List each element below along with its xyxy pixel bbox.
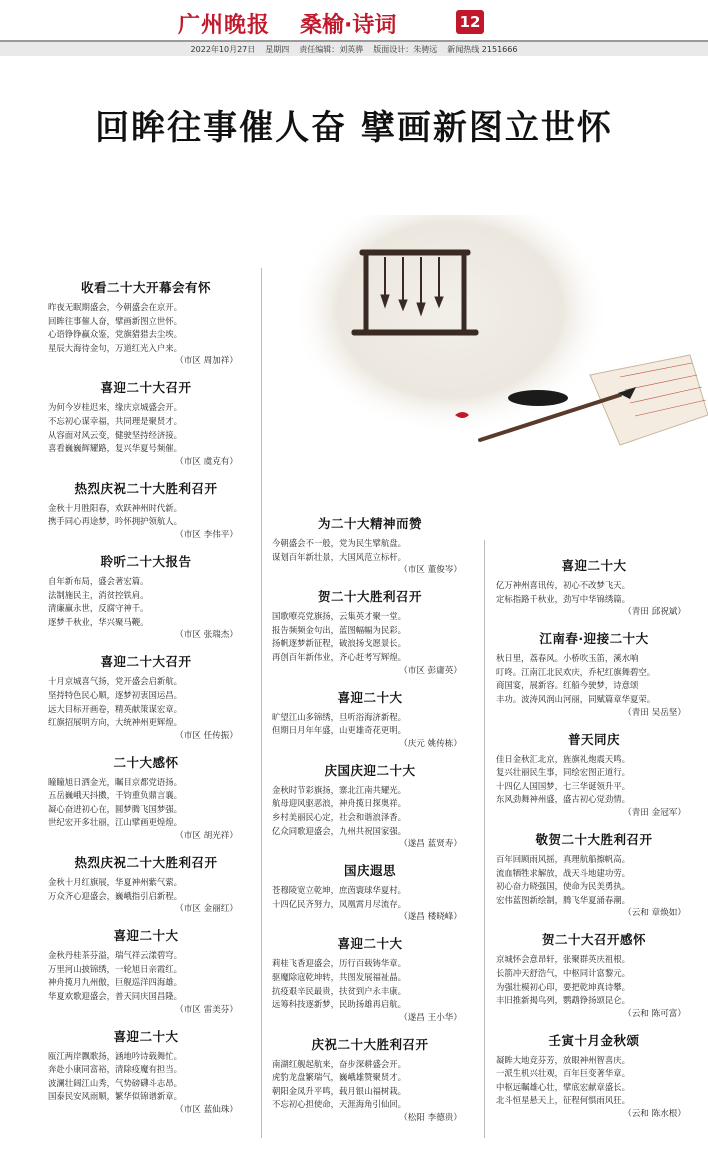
- poem-line: 五岳巍峨天抖擞，千钧重负鼎言襄。: [48, 790, 182, 801]
- poem-title: 热烈庆祝二十大胜利召开: [74, 480, 218, 496]
- poem-column-left: [48, 278, 244, 1127]
- poem-line: 宏伟蓝图新绘制，腾飞华夏涌春潮。: [496, 894, 630, 905]
- poem-line: 朝阳金凤升平鸣，载月银山福树栽。: [272, 1085, 406, 1096]
- poem-line: 金秋十月胜阳春，欢跃神州时代新。: [48, 502, 182, 513]
- poem-line: 法制施民主，消贫控铁肩。: [48, 589, 149, 600]
- poem: [272, 934, 468, 1024]
- poem-line: 凝眸大地竞芬芳，放眼神州智喜庆。: [496, 1054, 630, 1065]
- poem-line: 华夏欢歌迎盛会，普天同庆国昌隆。: [48, 991, 182, 1002]
- poem-line: 昨夜无眠期盛会，今朝盛会在京开。: [48, 302, 182, 312]
- poem: [48, 378, 244, 468]
- poem: [48, 853, 244, 916]
- poem-title: 壬寅十月金秋颂: [548, 1032, 640, 1048]
- poem-author: （市区 胡光祥）: [175, 831, 238, 842]
- poem-author: （市区 李伟平）: [175, 529, 238, 540]
- poem-title: 贺二十大召开感怀: [541, 932, 646, 948]
- poem-line: 不忘初心担使命，天涯海角引仙回。: [272, 1099, 406, 1110]
- poem-author: （市区 周加祥）: [175, 356, 238, 367]
- poem-line: 十月京城喜气扬，党开盛会启新航。: [48, 676, 182, 687]
- poem-title: 普天同庆: [567, 731, 620, 747]
- poem-line: 南湖红舰起航来，奋步深耕盛会开。: [272, 1058, 406, 1069]
- poem-line: 中枢远瞩雄心壮，擘底宏献章盛长。: [496, 1081, 630, 1092]
- poem: [496, 1031, 692, 1121]
- poem-line: 坚持特色民心顺，逐梦初衷国运昌。: [48, 689, 182, 700]
- poem-line: 百年回顾雨风摇，真理航船擦帆高。: [496, 853, 630, 864]
- poem-title: 喜迎二十大: [113, 1028, 179, 1044]
- poem-line: 叮咚。江南江北民欢庆，乔杞红旗舞碧空。: [496, 666, 656, 677]
- poem-line: 流血牺牲求解放，战天斗地建功劳。: [496, 867, 630, 878]
- poem-title: 聆听二十大报告: [100, 553, 192, 569]
- poem-line: 秋日里，荔春风。小桥吹玉笛，溪水响: [496, 653, 639, 664]
- issue-designer: 版面设计：朱骋远: [373, 44, 438, 54]
- column-divider: [261, 268, 262, 1138]
- poem-line: 复兴壮丽民生事，同绘宏图正道行。: [496, 767, 630, 778]
- poem-line: 凝心奋进初心在，圆梦腾飞国梦强。: [48, 803, 182, 814]
- poem-line: 初心奋力晓强国，使命为民美勇执。: [496, 881, 630, 892]
- poem: [48, 552, 244, 642]
- poem-line: 星辰大海待金句，万道红光入户来。: [48, 342, 182, 353]
- poem-line: 东风劲舞神州盛，盛古初心觉劲情。: [496, 794, 630, 805]
- poem-title: 敬贺二十大胜利召开: [535, 831, 653, 847]
- poem-author: （市区 虞克有）: [175, 456, 238, 467]
- poem-title: 庆国庆迎二十大: [324, 762, 416, 778]
- poem-author: （庆元 姚传栋）: [399, 738, 462, 749]
- poem-line: 驱魔除寇乾坤转，共图发展福祉晶。: [272, 971, 406, 982]
- section-title: 桑榆·诗词: [300, 13, 397, 38]
- poem-line: 自年新布局，盛会著宏篇。: [48, 575, 149, 586]
- poem-author: （市区 张瑞杰）: [175, 630, 238, 641]
- page-number-badge: 12: [456, 10, 484, 34]
- column-divider: [484, 540, 485, 1138]
- poem-line: 今朝盛会不一般，党为民生擘航盘。: [272, 538, 406, 548]
- poem-line: 万众齐心迎盛会，巍峨指引启新程。: [48, 890, 182, 901]
- poem-line: 逐梦千秋业，华兴聚马鞭。: [48, 616, 149, 627]
- poem: [48, 926, 244, 1016]
- poem-line: 从容面对风云变，健驶坚持经济接。: [48, 429, 182, 440]
- page-headline: 回眸往事催人奋 擘画新图立世怀: [95, 108, 613, 148]
- poem-line: 亿万神州喜讯传，初心不改梦飞天。: [496, 580, 630, 590]
- poem-author: （市区 任传振）: [175, 730, 238, 741]
- poem-title: 喜迎二十大召开: [100, 380, 192, 396]
- poem-line: 抗疫艰辛民最贵，扶贫到户永丰康。: [272, 985, 406, 996]
- poem-line: 京城怀会意昂轩，张聚群英庆祖根。: [496, 954, 630, 965]
- poem-author: （市区 董俊岑）: [399, 565, 462, 576]
- poem-author: （市区 蓝仙珠）: [175, 1105, 238, 1115]
- poem-author: （遂昌 王小华）: [399, 1012, 462, 1023]
- poem-line: 乡村美丽民心定，社会和谐浪泽香。: [272, 811, 406, 822]
- poem-line: 佳日金秋汇北京，旌旗礼炮震天鸣。: [496, 753, 630, 764]
- poem: [48, 753, 244, 843]
- poem-column-middle: [272, 514, 468, 1135]
- poem-line: 清廉赢永世，反腐守神千。: [48, 603, 149, 614]
- poem-line: 再创百年新伟业，齐心赶考写辉煌。: [272, 651, 406, 662]
- poem: [496, 556, 692, 619]
- poem-line: 商国宴，展新容。红船今驶梦，诗意颂: [496, 680, 639, 691]
- poem-title: 喜迎二十大: [337, 689, 403, 705]
- poem-author: （遂昌 楼晓峰）: [399, 912, 462, 923]
- poem: [496, 629, 692, 719]
- poem-line: 航母迎风驱恶浪，神舟揽日探奥祥。: [272, 798, 406, 809]
- poem-line: 金秋丹桂茶芬溢，瑞气祥云漾碧穹。: [48, 950, 182, 961]
- poem-line: 回眸往事催人奋，擘画新图立世怀。: [48, 315, 182, 326]
- poem-line: 扬帆逐梦新征程，破浪扬戈愿景长。: [272, 638, 406, 649]
- poem-line: 虎豹龙盘繁瑞气，巍峨雄赞聚贤才。: [272, 1072, 406, 1083]
- poem-title: 江南春·迎接二十大: [539, 631, 649, 647]
- ink-painting-illustration: [300, 215, 708, 470]
- poem-line: 金秋十月红旗展，华夏神州紫气萦。: [48, 877, 182, 888]
- poem-line: 波澜壮阔江山秀，气势磅礴斗志昂。: [48, 1077, 182, 1088]
- poem-line: 世纪宏开多壮丽，江山擘画更煌煌。: [48, 817, 182, 828]
- poem-column-right: [496, 556, 692, 1131]
- poem-line: 瓯江两岸飘歌扬，涵地吟诗载舞忙。: [48, 1050, 182, 1061]
- poem-author: （遂昌 蓝贤寿）: [399, 839, 462, 850]
- poem-author: （云和 章焕如）: [623, 908, 686, 919]
- poem-line: 定标指路千秋业，劲写中华锦绣篇。: [496, 593, 630, 604]
- poem-title: 为二十大精神而赞: [317, 516, 422, 531]
- poem-author: （市区 彭庸英）: [399, 665, 462, 676]
- poem-title: 庆祝二十大胜利召开: [311, 1036, 429, 1052]
- poem: [48, 479, 244, 542]
- issue-info-bar: [0, 42, 708, 56]
- poem: [272, 761, 468, 851]
- poem-line: 金秋时节彩旗扬，寨北江南共耀光。: [272, 784, 406, 795]
- poem-line: 神舟揽月九州傲，巨舰巡洋四海雄。: [48, 977, 182, 988]
- brand-title: 广州晚报: [178, 12, 271, 38]
- poem-line: 心语铮铮赢众鉴，党旗猎猎去尘埃。: [48, 329, 182, 340]
- poem-author: （市区 雷美芬）: [175, 1004, 238, 1015]
- poem-line: 为何今岁桂迟来，缘庆京城盛会开。: [48, 402, 182, 413]
- poem-author: （青田 吴岳坚）: [623, 707, 686, 718]
- poem-line: 红旗招展明方向，大统神州更辉煌。: [48, 717, 182, 728]
- poem-line: 谋划百年新壮景，大国风范立标杆。: [272, 551, 406, 562]
- poem: [496, 830, 692, 920]
- poem-title: 热烈庆祝二十大胜利召开: [74, 855, 218, 871]
- masthead: [0, 0, 708, 60]
- poem-author: （青田 邱祝斌）: [623, 607, 686, 618]
- poem: [272, 1035, 468, 1125]
- poem-line: 远大目标开画卷，精英献策谋宏章。: [48, 703, 182, 714]
- poem-title: 喜迎二十大: [337, 936, 403, 952]
- poem-line: 为强壮模初心印，要把乾坤真诗攀。: [496, 981, 630, 992]
- poem-line: 瞳瞳旭日洒金光，瞩目京都党语扬。: [48, 776, 182, 787]
- inkstone-icon: [508, 390, 568, 406]
- issue-hotline: 新闻热线 2151666: [447, 44, 518, 54]
- poem: [272, 688, 468, 751]
- poem: [48, 652, 244, 742]
- poem-author: （云和 陈水根）: [623, 1109, 686, 1120]
- poem-title: 贺二十大胜利召开: [317, 589, 422, 605]
- poem-line: 莉桂飞香迎盛会，历行百载铸华章。: [272, 958, 406, 969]
- poem-title: 收看二十大开幕会有怀: [80, 280, 211, 295]
- poem-author: （松阳 李德贵）: [399, 1113, 462, 1124]
- issue-date: 2022年10月27日: [190, 44, 256, 54]
- poem-author: （青田 金冠军）: [623, 807, 686, 818]
- issue-editor: 责任编辑：刘英骅: [299, 44, 364, 54]
- poem-line: 丰旧推新揭鸟列，鹦鹉铮扬颂昆仑。: [496, 995, 630, 1006]
- poem: [272, 587, 468, 677]
- poem: [48, 278, 244, 368]
- poem-line: 一派生机兴壮观，百年巨变著华章。: [496, 1068, 630, 1079]
- poem-title: 喜迎二十大: [561, 558, 627, 573]
- poem-line: 苍穆陵宽立乾坤，庶茵寰球华夏村。: [272, 885, 406, 896]
- poem: [496, 930, 692, 1020]
- poem-title: 喜迎二十大: [113, 928, 179, 944]
- poem-author: （云和 陈可富）: [623, 1008, 686, 1019]
- poem-title: 国庆遐思: [343, 863, 396, 879]
- poem-line: 旷望江山多锦绣，旦听浴海济新程。: [272, 711, 406, 722]
- poem-line: 喜看巍巍辉耀路，复兴华夏号频催。: [48, 443, 182, 454]
- poem-line: 亿众同歌迎盛会，九州共祝国家强。: [272, 825, 406, 836]
- poem-line: 奔赴小康同富裕，清除疫魔有担当。: [48, 1064, 182, 1075]
- poem-author: （市区 金丽红）: [175, 904, 238, 915]
- poem-line: 万里河山披锦绣，一轮旭日亲霞红。: [48, 963, 182, 974]
- poem-line: 但期日月年年盛，山更雄奇花更明。: [272, 725, 406, 736]
- issue-weekday: 星期四: [265, 44, 290, 54]
- poem-line: 远筹科技逐新梦，民助扬雄再启航。: [272, 999, 406, 1010]
- poem-line: 国泰民安风雨顺，繁华似锦谱新章。: [48, 1091, 182, 1102]
- poem-title: 喜迎二十大召开: [100, 654, 192, 670]
- poem-line: 携手同心再途梦，吟怀拥护领航人。: [48, 516, 182, 527]
- poem-line: 国歌嘹亮党旗扬，云集英才聚一堂。: [272, 611, 406, 622]
- poem-line: 长箭冲天舒浩气，中枢同计富黎元。: [496, 967, 630, 978]
- poem-line: 报告频频金句出，蓝图幅幅为民彩。: [272, 624, 406, 635]
- poem: [272, 514, 468, 577]
- poem-line: 不忘初心谋幸福，共同理是聚贤才。: [48, 415, 182, 426]
- poem-title: 二十大感怀: [113, 754, 179, 770]
- poem: [496, 730, 692, 820]
- poem-line: 北斗恒星悬天上，征程何惧雨风狂。: [496, 1095, 630, 1106]
- poem-line: 十四亿民齐努力，凤凰霄月尽流存。: [272, 898, 406, 909]
- poem-line: 十四亿人国国梦，七三华诞领升平。: [496, 780, 630, 791]
- poem: [48, 1027, 244, 1117]
- poem-line: 丰功。波涛风润山河丽，同赋篇章华夏荣。: [496, 693, 656, 704]
- poem: [272, 861, 468, 924]
